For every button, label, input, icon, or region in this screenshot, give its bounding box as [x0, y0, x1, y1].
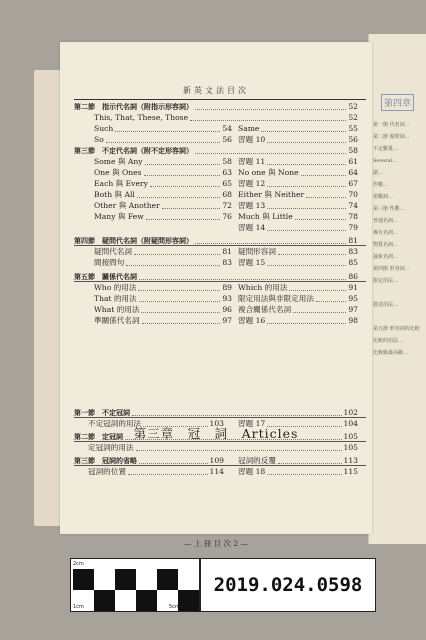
toc-entry-title: 習題 18 — [238, 467, 266, 476]
toc-entry-title: 習題 13 — [238, 201, 266, 210]
toc-entry-title: Each 與 Every — [94, 179, 148, 188]
leader-dots — [139, 279, 346, 280]
toc-entry-title: Either 與 Neither — [238, 190, 305, 199]
leader-dots — [267, 142, 346, 143]
toc-entry-title: Which 的用法 — [238, 283, 288, 292]
toc-entry-title: Both 與 All — [94, 190, 135, 199]
toc-entry-page: 91 — [348, 283, 358, 292]
right-page-line: 普通名詞… — [373, 218, 399, 224]
toc-entry-page: 103 — [209, 419, 224, 428]
right-page — [368, 34, 426, 544]
toc-entry-page: 102 — [343, 408, 358, 417]
right-page-line: 依數詞… — [373, 194, 394, 200]
scale-square — [73, 569, 94, 590]
leader-dots — [195, 243, 346, 244]
toc-entry-title: 習題 16 — [238, 316, 266, 325]
scale-square — [178, 590, 199, 611]
toc-entry-title: 習題 10 — [238, 135, 266, 144]
toc-entry-title: 第四節 疑問代名詞（附疑問形容詞） — [74, 236, 193, 245]
toc-entry-page: 97 — [348, 305, 358, 314]
chapter-title: 第三章 冠 詞 Articles — [133, 426, 299, 441]
leader-dots — [289, 290, 346, 291]
leader-dots — [150, 186, 220, 187]
toc-entry-title: 習題 15 — [238, 258, 266, 267]
leader-dots — [267, 323, 346, 324]
leader-dots — [134, 254, 220, 255]
toc-entry-title: Such — [94, 124, 114, 133]
toc-entry-title: 準關係代名詞 — [94, 316, 140, 325]
toc-entry-title: 複合關係代名詞 — [238, 305, 292, 314]
toc-entry-title: Much 與 Little — [238, 212, 293, 221]
leader-dots — [138, 290, 220, 291]
toc-entry-page: 58 — [222, 157, 232, 166]
toc-entry-page: 65 — [222, 179, 232, 188]
leader-dots — [139, 463, 208, 464]
leader-dots — [267, 208, 346, 209]
toc-entry-page: 52 — [348, 102, 358, 111]
toc-entry-page: 63 — [222, 168, 232, 177]
leader-dots — [316, 301, 346, 302]
toc-entry-title: 疑問代名詞 — [94, 247, 132, 256]
scale-label-5cm: 5cm — [169, 604, 180, 610]
toc-entry-title: 定冠詞的用法 — [88, 443, 134, 452]
right-page-line: 抽象名詞… — [373, 254, 399, 260]
toc-entry-title: Same — [238, 124, 260, 133]
right-page-line: 不定數量… — [373, 146, 399, 152]
leader-dots — [301, 175, 347, 176]
toc-entry-title: 第三節 不定代名詞（附不定形容詞） — [74, 146, 193, 155]
leader-dots — [195, 153, 346, 154]
toc-entry-title: 第一節 不定冠詞 — [74, 408, 130, 417]
scale-square — [115, 569, 136, 590]
right-page-line: 比較的用法… — [373, 338, 404, 344]
right-page-line: 敘述用法… — [373, 302, 399, 308]
toc-entry-title: 第五節 關係代名詞 — [74, 272, 137, 281]
color-scale-bar — [70, 558, 200, 612]
toc-entry-page: 115 — [343, 467, 358, 476]
toc-entry-title: 限定用法與非限定用法 — [238, 294, 314, 303]
toc-entry-page: 114 — [209, 467, 224, 476]
toc-entry-page: 81 — [222, 247, 232, 256]
page-header: 新英文法目次 — [183, 86, 249, 95]
toc-entry-page: 89 — [222, 283, 232, 292]
toc-entry-title: 冠詞的反覆 — [238, 456, 276, 465]
toc-entry-page: 95 — [348, 294, 358, 303]
toc-entry-title: So — [94, 135, 104, 144]
toc-entry-title: 疑問形容詞 — [238, 247, 276, 256]
toc-entry-page: 70 — [348, 190, 358, 199]
toc-entry-title: 第二節 指示代名詞（附指示形容詞） — [74, 102, 193, 111]
leader-dots — [267, 164, 346, 165]
leader-dots — [142, 323, 221, 324]
leader-dots — [128, 474, 208, 475]
right-page-line: 第五節 形容詞的比較 — [373, 326, 420, 332]
right-page-line: 第一節 代名詞… — [373, 122, 410, 128]
leader-dots — [137, 197, 220, 198]
leader-dots — [306, 197, 346, 198]
leader-dots — [278, 463, 342, 464]
leader-dots — [141, 312, 220, 313]
toc-entry-page: 96 — [222, 305, 232, 314]
toc-entry-page: 93 — [222, 294, 232, 303]
toc-entry-page: 58 — [348, 146, 358, 155]
header-rule — [74, 99, 366, 100]
toc-entry-title: No one 與 None — [238, 168, 299, 177]
leader-dots — [278, 254, 346, 255]
contents-page — [60, 42, 372, 548]
toc-entry-page: 81 — [348, 236, 358, 245]
leader-dots — [162, 208, 221, 209]
toc-entry-title: Other 與 Another — [94, 201, 160, 210]
toc-entry-page: 98 — [348, 316, 358, 325]
leader-dots — [261, 131, 346, 132]
toc-entry-title: That 的用法 — [94, 294, 137, 303]
leader-dots — [115, 131, 220, 132]
toc-entry-title: 習題 17 — [238, 419, 266, 428]
scale-square — [94, 590, 115, 611]
toc-entry-page: 105 — [343, 443, 358, 452]
toc-entry-page: 55 — [348, 124, 358, 133]
right-page-line: 副… — [373, 170, 384, 176]
toc-entry-page: 85 — [348, 258, 358, 267]
scale-square — [157, 569, 178, 590]
toc-entry-page: 79 — [348, 223, 358, 232]
right-page-line: 第三節 性數… — [373, 206, 405, 212]
right-page-line: 限定用法… — [373, 278, 399, 284]
scale-label-1cm: 1cm — [73, 604, 84, 610]
toc-entry-page: 97 — [222, 316, 232, 325]
toc-entry-page: 54 — [222, 124, 232, 133]
leader-dots — [126, 265, 220, 266]
toc-entry-page: 104 — [343, 419, 358, 428]
leader-dots — [267, 230, 346, 231]
leader-dots — [295, 219, 347, 220]
leader-dots — [195, 109, 346, 110]
toc-entry-title: What 的用法 — [94, 305, 140, 314]
toc-entry-page: 52 — [348, 113, 358, 122]
leader-dots — [106, 142, 221, 143]
right-page-line: 第二節 疑問詞… — [373, 134, 410, 140]
toc-entry-title: 習題 12 — [238, 179, 266, 188]
right-page-title: 第四章 — [381, 94, 414, 111]
toc-entry-page: 72 — [222, 201, 232, 210]
toc-entry-page: 64 — [348, 168, 358, 177]
toc-entry-page: 56 — [348, 135, 358, 144]
toc-entry-title: 習題 11 — [238, 157, 266, 166]
leader-dots — [293, 312, 346, 313]
toc-entry-page: 113 — [343, 456, 358, 465]
toc-entry-title: Some 與 Any — [94, 157, 143, 166]
leader-dots — [136, 450, 342, 451]
toc-entry-page: 68 — [222, 190, 232, 199]
right-page-line: 專有名詞… — [373, 230, 399, 236]
toc-entry-title: This, That, These, Those — [94, 113, 189, 122]
leader-dots — [139, 301, 221, 302]
leader-dots — [132, 415, 342, 416]
right-page-line: 作數… — [373, 182, 389, 188]
right-page-line: 比較級最高級… — [373, 350, 409, 356]
page-footer: — 上 冊 目 次 2 — — [183, 539, 249, 548]
toc-entry-title: One 與 Ones — [94, 168, 142, 177]
toc-entry-page: 56 — [222, 135, 232, 144]
toc-entry-page: 76 — [222, 212, 232, 221]
toc-entry-page: 61 — [348, 157, 358, 166]
right-page-line: 第四節 形容詞… — [373, 266, 410, 272]
toc-entry-page: 109 — [209, 456, 224, 465]
catalog-number-label: 2019.024.0598 — [200, 558, 376, 612]
scale-square — [136, 590, 157, 611]
toc-entry-page: 74 — [348, 201, 358, 210]
leader-dots — [146, 219, 221, 220]
leader-dots — [267, 474, 341, 475]
toc-entry-title: 冠詞的位置 — [88, 467, 126, 476]
toc-entry-page: 83 — [222, 258, 232, 267]
toc-entry-title: Who 的用法 — [94, 283, 137, 292]
toc-entry-title: Many 與 Few — [94, 212, 144, 221]
toc-entry-page: 105 — [343, 432, 358, 441]
leader-dots — [145, 164, 221, 165]
scale-label-2cm: 2cm — [73, 561, 84, 567]
leader-dots — [144, 175, 221, 176]
toc-entry-page: 67 — [348, 179, 358, 188]
leader-dots — [267, 265, 346, 266]
toc-entry-page: 83 — [348, 247, 358, 256]
toc-entry-title: 間接問句 — [94, 258, 125, 267]
right-page-line: Several… — [373, 158, 398, 164]
toc-entry-page: 86 — [348, 272, 358, 281]
toc-entry-title: 不定冠詞的用法 — [88, 419, 142, 428]
right-page-line: 物質名詞… — [373, 242, 399, 248]
toc-entry-page: 78 — [348, 212, 358, 221]
leader-dots — [190, 120, 346, 121]
leader-dots — [267, 186, 346, 187]
toc-entry-title: 習題 14 — [238, 223, 266, 232]
toc-entry-title: 第二節 定冠詞 — [74, 432, 123, 441]
toc-entry-title: 第三節 冠詞的省略 — [74, 456, 137, 465]
